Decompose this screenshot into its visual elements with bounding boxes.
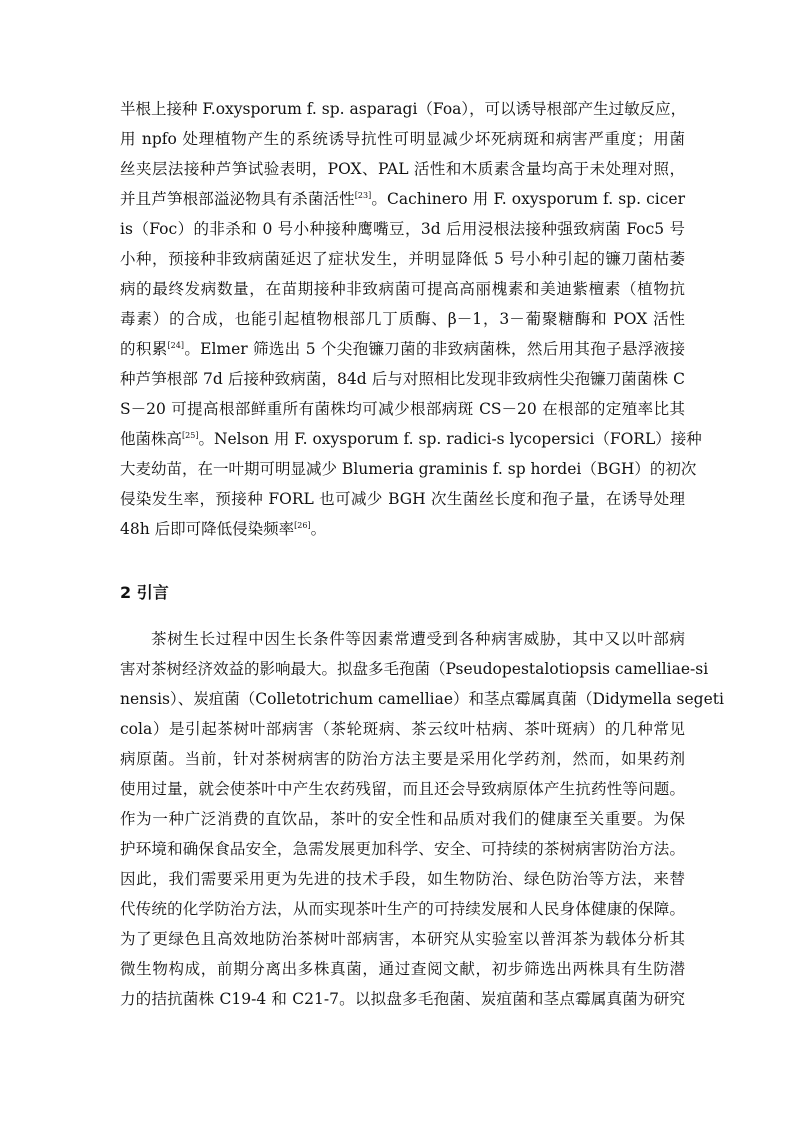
citation-ref: [23] xyxy=(354,191,372,200)
paragraph-line: is（Foc）的非杀和 0 号小种接种鹰嘴豆，3d 后用浸根法接种强致病菌 Foc5 号 xyxy=(120,220,685,238)
paragraph-line: S－20 可提高根部鲜重所有菌株均可减少根部病斑 CS－20 在根部的定殖率比其 xyxy=(120,400,685,418)
paragraph-line: 代传统的化学防治方法，从而实现茶叶生产的可持续发展和人民身体健康的保障。 xyxy=(120,900,685,918)
paragraph-line: cola）是引起茶树叶部病害（茶轮斑病、茶云纹叶枯病、茶叶斑病）的几种常见 xyxy=(120,720,685,738)
paragraph-line: nensis）、炭疽菌（Colletotrichum camelliae）和茎点霉属真菌（Didymella segeti xyxy=(120,690,724,708)
paragraph-line: 用 npfo 处理植物产生的系统诱导抗性可明显减少坏死病斑和病害严重度；用菌 xyxy=(120,130,685,148)
paragraph-line: 害对茶树经济效益的影响最大。拟盘多毛孢菌（Pseudopestalotiopsis camelliae-si xyxy=(120,660,709,678)
paragraph-line xyxy=(120,426,702,452)
line-text: 的积累 xyxy=(120,340,168,358)
line-text: 他菌株高 xyxy=(120,430,183,448)
line-text: 并且芦笋根部溢泌物具有杀菌活性 xyxy=(120,190,355,208)
citation-ref: [25] xyxy=(182,431,199,440)
paragraph-line: 小种，预接种非致病菌延迟了症状发生，并明显降低 5 号小种引起的镰刀菌枯萎 xyxy=(120,250,685,268)
paragraph-line: 侵染发生率，预接种 FORL 也可减少 BGH 次生菌丝长度和孢子量，在诱导处理 xyxy=(120,490,685,508)
citation-ref: [24] xyxy=(167,341,184,350)
line-text: 。Nelson 用 F. oxysporum f. sp. radici-s lycopersici（FORL）接种 xyxy=(198,430,702,448)
line-text: 。Elmer 筛选出 5 个尖孢镰刀菌的非致病菌株，然后用其孢子悬浮液接 xyxy=(183,340,685,358)
paragraph-line: 使用过量，就会使茶叶中产生农药残留，而且还会导致病原体产生抗药性等问题。 xyxy=(120,780,685,798)
line-text: 。Cachinero 用 F. oxysporum f. sp. cicer xyxy=(371,190,685,208)
paragraph-line: 因此，我们需要采用更为先进的技术手段，如生物防治、绿色防治等方法，来替 xyxy=(120,870,685,888)
paragraph-line: 种芦笋根部 7d 后接种致病菌，84d 后与对照相比发现非致病性尖孢镰刀菌菌株 C xyxy=(120,370,685,388)
paragraph-line: 毒素）的合成，也能引起植物根部几丁质酶、β－1，3－葡聚糖酶和 POX 活性 xyxy=(120,310,685,328)
paragraph-line xyxy=(120,186,685,212)
paragraph-line: 力的拮抗菌株 C19-4 和 C21-7。以拟盘多毛孢菌、炭疽菌和茎点霉属真菌为研究 xyxy=(120,990,685,1008)
paragraph-line: 病原菌。当前，针对茶树病害的防治方法主要是采用化学药剂，然而，如果药剂 xyxy=(120,750,685,768)
paragraph-line xyxy=(120,516,685,542)
paragraph-line: 茶树生长过程中因生长条件等因素常遭受到各种病害威胁，其中又以叶部病 xyxy=(151,630,685,648)
paragraph-line: 为了更绿色且高效地防治茶树叶部病害，本研究从实验室以普洱茶为载体分析其 xyxy=(120,930,685,948)
paragraph-line: 半根上接种 F.oxysporum f. sp. asparagi（Foa），可以诱导根部产生过敏反应， xyxy=(120,100,687,118)
paragraph-line: 作为一种广泛消费的直饮品，茶叶的安全性和品质对我们的健康至关重要。为保 xyxy=(120,810,685,828)
section-heading: 2 引言 xyxy=(120,583,169,602)
paragraph-line: 护环境和确保食品安全，急需发展更加科学、安全、可持续的茶树病害防治方法。 xyxy=(120,840,685,858)
line-text: 。 xyxy=(310,520,327,538)
citation-ref: [26] xyxy=(294,521,311,530)
paragraph-line: 丝夹层法接种芦笋试验表明，POX、PAL 活性和木质素含量均高于未处理对照， xyxy=(120,160,685,178)
paragraph-line: 大麦幼苗，在一叶期可明显减少 Blumeria graminis f. sp hordei（BGH）的初次 xyxy=(120,460,697,478)
line-text: 48h 后即可降低侵染频率 xyxy=(120,520,295,538)
paragraph-line: 病的最终发病数量，在苗期接种非致病菌可提高高丽槐素和美迪紫檀素（植物抗 xyxy=(120,280,685,298)
paragraph-line xyxy=(120,336,685,362)
paragraph-line: 微生物构成，前期分离出多株真菌，通过查阅文献，初步筛选出两株具有生防潜 xyxy=(120,960,685,978)
